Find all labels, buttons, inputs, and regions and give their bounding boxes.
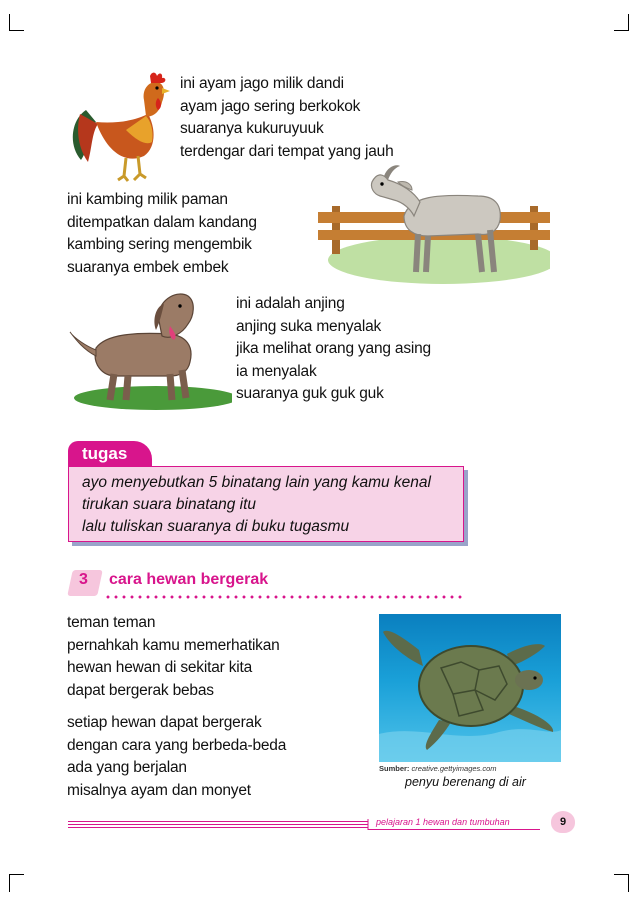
body-line: teman teman bbox=[67, 614, 156, 631]
body-paragraph-2 bbox=[67, 712, 286, 802]
crop-mark bbox=[9, 874, 24, 875]
section-number: 3 bbox=[79, 571, 88, 588]
body-line: dengan cara yang berbeda-beda bbox=[67, 736, 287, 754]
poem-line: ini adalah anjing bbox=[236, 295, 345, 312]
crop-mark bbox=[614, 30, 629, 31]
dotted-divider bbox=[104, 595, 466, 599]
poem-line: jika melihat orang yang asing bbox=[236, 340, 431, 357]
dog-illustration bbox=[66, 288, 232, 413]
rooster-illustration bbox=[66, 70, 176, 185]
tugas-text bbox=[82, 472, 431, 538]
crop-mark bbox=[614, 874, 629, 875]
section-title: cara hewan bergerak bbox=[109, 571, 269, 588]
poem-line: ditempatkan dalam kandang bbox=[67, 213, 257, 231]
body-line: hewan hewan di sekitar kita bbox=[67, 659, 253, 676]
tugas-line: lalu tuliskan suaranya di buku tugasmu bbox=[82, 518, 350, 535]
poem-goat bbox=[67, 189, 257, 279]
tugas-line: tirukan suara binatang itu bbox=[82, 496, 257, 513]
poem-line: suaranya guk guk guk bbox=[236, 385, 384, 402]
poem-line: suaranya kukuruyuuk bbox=[180, 120, 324, 137]
figure-source-label: Sumber: bbox=[379, 764, 410, 773]
poem-line: terdengar dari tempat yang jauh bbox=[180, 142, 394, 160]
goat-illustration bbox=[318, 160, 550, 285]
poem-dog bbox=[236, 293, 431, 406]
body-paragraph-1 bbox=[67, 612, 280, 702]
body-line: dapat bergerak bebas bbox=[67, 681, 214, 699]
crop-mark bbox=[9, 874, 10, 892]
crop-mark bbox=[628, 874, 629, 892]
poem-line: anjing suka menyalak bbox=[236, 317, 382, 335]
sea-turtle-image bbox=[379, 614, 561, 762]
crop-mark bbox=[628, 14, 629, 30]
figure-source-text: creative.gettyimages.com bbox=[411, 764, 497, 773]
footer-chapter: pelajaran 1 hewan dan tumbuhan bbox=[376, 817, 510, 827]
figure-caption: penyu berenang di air bbox=[405, 775, 526, 789]
poem-line: kambing sering mengembik bbox=[67, 236, 252, 253]
page-number: 9 bbox=[551, 811, 575, 833]
poem-rooster bbox=[180, 73, 394, 163]
body-line: ada yang berjalan bbox=[67, 759, 187, 776]
poem-line: suaranya embek embek bbox=[67, 258, 229, 276]
tugas-line: ayo menyebutkan 5 binatang lain yang kamu kenal bbox=[82, 474, 431, 491]
poem-line: ini ayam jago milik dandi bbox=[180, 75, 344, 92]
body-line: setiap hewan dapat bergerak bbox=[67, 714, 262, 731]
crop-mark bbox=[9, 30, 24, 31]
body-line: misalnya ayam dan monyet bbox=[67, 781, 251, 799]
poem-line: ayam jago sering berkokok bbox=[180, 97, 361, 115]
body-line: pernahkah kamu memerhatikan bbox=[67, 636, 280, 654]
poem-line: ini kambing milik paman bbox=[67, 191, 228, 208]
tugas-label: tugas bbox=[68, 441, 152, 467]
figure-source bbox=[379, 764, 497, 773]
crop-mark bbox=[9, 14, 10, 30]
turtle-photo bbox=[379, 614, 561, 762]
poem-line: ia menyalak bbox=[236, 362, 317, 380]
